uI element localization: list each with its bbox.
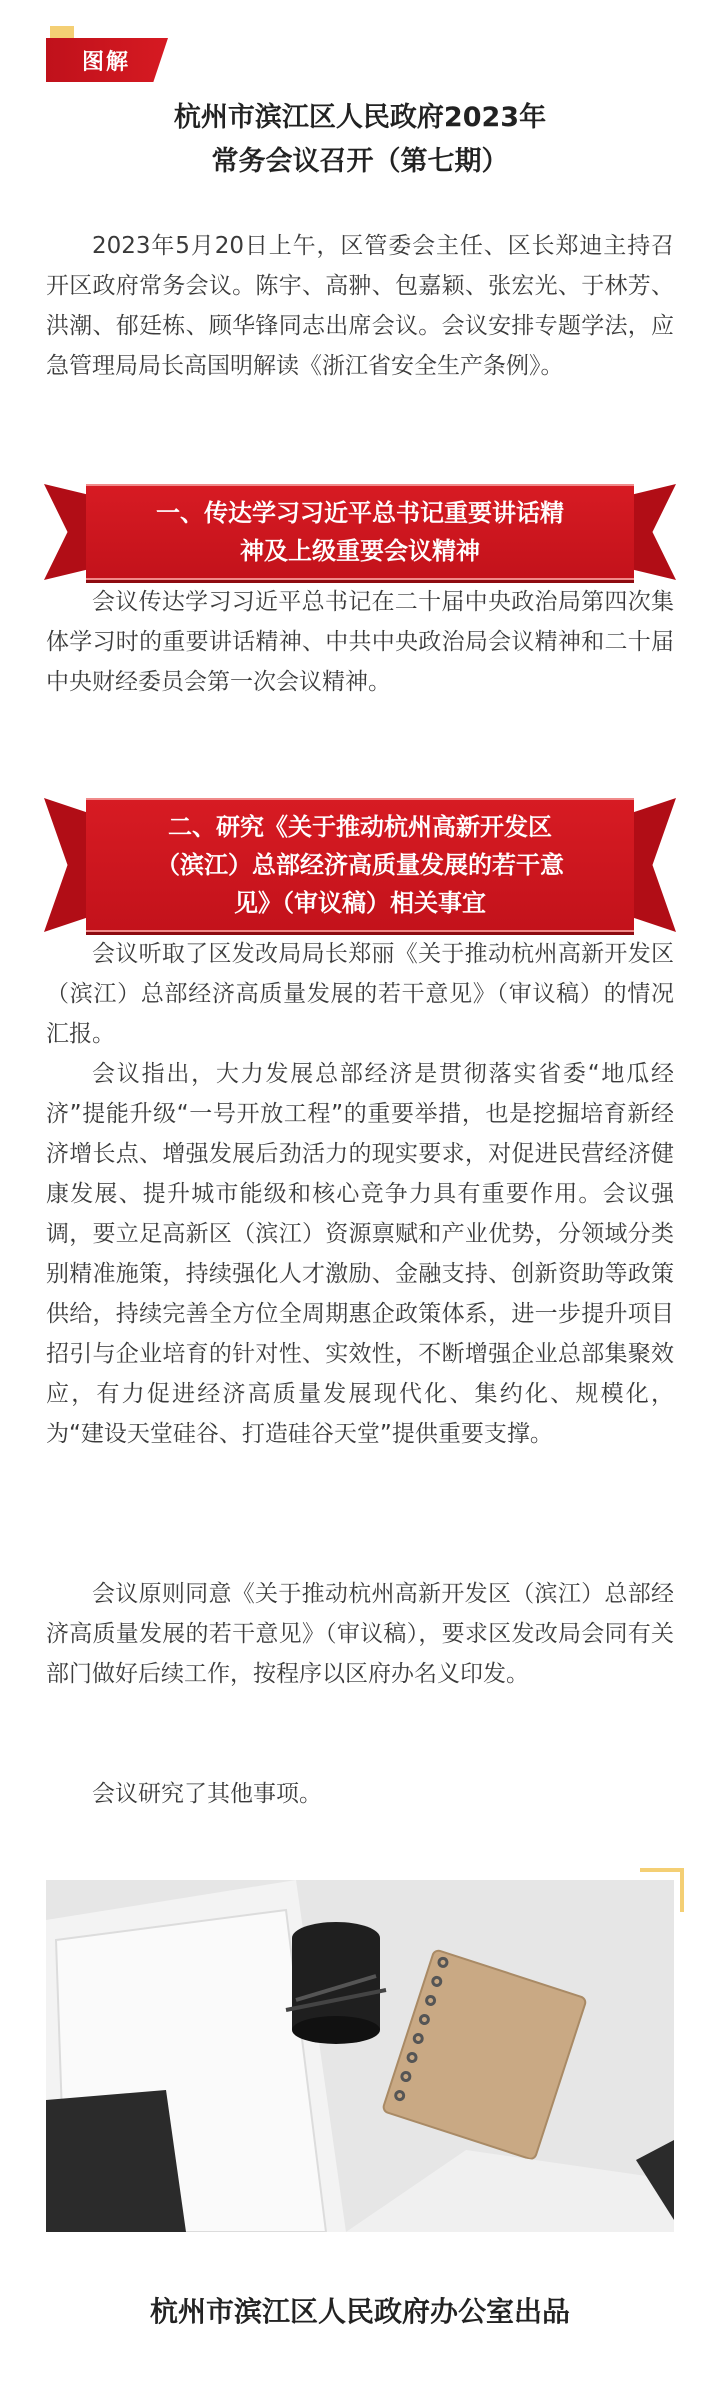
section-2-paragraph-3: 会议原则同意《关于推动杭州高新开发区（滨江）总部经济高质量发展的若干意见》（审议稿），要求区发改局会同有关部门做好后续工作，按程序以区府办名义印发。 [46,1581,674,1687]
desk-photo [46,1880,674,2232]
section-tag [46,26,168,84]
title-line-2: 常务会议召开（第七期） [211,146,509,177]
section-1-banner [44,484,676,580]
closing-paragraph: 会议研究了其他事项。 [92,1781,322,1807]
section-2-paragraph-1: 会议听取了区发改局局长郑丽《关于推动杭州高新开发区（滨江）总部经济高质量发展的若干意见》（审议稿）的情况汇报。 [46,941,674,1047]
section-2-heading-line-2: （滨江）总部经济高质量发展的若干意 [156,851,564,879]
footer-credit: 杭州市滨江区人民政府办公室出品 [149,2295,570,2328]
section-2-heading-line-3: 见》（审议稿）相关事宜 [234,889,486,917]
intro-paragraph: 2023年5月20日上午，区管委会主任、区长郑迪主持召开区政府常务会议。陈宇、高翀、包嘉颖、张宏光、于林芳、洪潮、郁廷栋、顾华锋同志出席会议。会议安排专题学法，应急管理局局长高国明解读《浙江省安全生产条例》。 [46,233,674,379]
desk-illustration [46,1880,674,2232]
section-1-heading-line-1: 一、传达学习习近平总书记重要讲话精 [156,499,564,527]
section-2-heading [124,798,596,932]
page-title [0,96,720,184]
title-line-1: 杭州市滨江区人民政府2023年 [173,102,547,133]
section-1-paragraph: 会议传达学习习近平总书记在二十届中央政治局第四次集体学习时的重要讲话精神、中共中央政治局会议精神和二十届中央财经委员会第一次会议精神。 [46,589,674,695]
section-2-paragraph-2: 会议指出，大力发展总部经济是贯彻落实省委“地瓜经济”提能升级“一号开放工程”的重要举措，也是挖掘培育新经济增长点、增强发展后劲活力的现实要求，对促进民营经济健康发展、提升城市能级和核心竞争力具有重要作用。会议强调，要立足高新区（滨江）资源禀赋和产业优势，分领域分类别精准施策，持续强化人才激励、金融支持、创新资助等政策供给，持续完善全方位全周期惠企政策体系，进一步提升项目招引与企业培育的针对性、实效性，不断增强企业总部集聚效应，有力促进经济高质量发展现代化、集约化、规模化，为“建设天堂硅谷、打造硅谷天堂”提供重要支撑。 [46,1061,674,1447]
section-2-heading-line-1: 二、研究《关于推动杭州高新开发区 [168,813,552,841]
tag-label: 图解 [82,50,131,75]
section-2-banner [44,798,676,932]
section-1-heading [124,484,596,580]
section-1-heading-line-2: 神及上级重要会议精神 [240,537,480,565]
